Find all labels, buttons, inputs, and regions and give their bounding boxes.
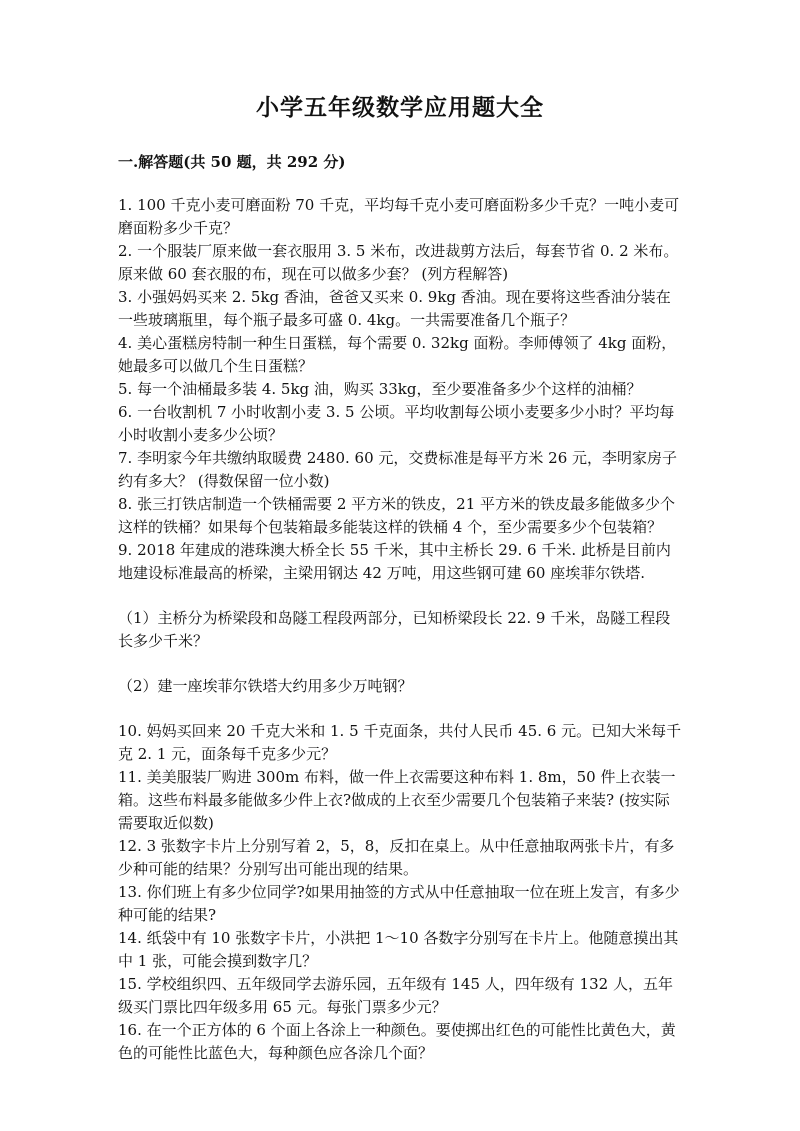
question-9: 9. 2018 年建成的港珠澳大桥全长 55 千米，其中主桥长 29. 6 千米. 此桥是目前内地建设标准最高的桥梁，主梁用钢达 42 万吨，用这些钢可建 60 座埃菲尔铁塔. — [118, 541, 671, 582]
spacer — [118, 585, 682, 607]
page-title: 小学五年级数学应用题大全 — [256, 94, 544, 121]
question-13: 13. 你们班上有多少位同学?如果用抽签的方式从中任意抽取一位在班上发言，有多少种可能的结果? — [118, 883, 680, 924]
question-14: 14. 纸袋中有 10 张数字卡片，小洪把 1～10 各数字分别写在卡片上。他随意摸出其中 1 张，可能会摸到数字几？ — [118, 929, 679, 970]
question-list — [118, 194, 682, 1065]
question-5: 5. 每一个油桶最多装 4. 5kg 油，购买 33kg，至少要准备多少个这样的油桶？ — [118, 380, 642, 398]
subquestion-1: （1）主桥分为桥梁段和岛隧工程段两部分，已知桥梁段长 22. 9 千米，岛隧工程段长多少千米？ — [118, 609, 671, 650]
section-heading: 一.解答题(共 50 题，共 292 分) — [118, 153, 346, 171]
question-2: 2. 一个服装厂原来做一套衣服用 3. 5 米布，改进裁剪方法后，每套节省 0. 2 米布。原来做 60 套衣服的布，现在可以做多少套？ (列方程解答) — [118, 242, 679, 283]
question-8: 8. 张三打铁店制造一个铁桶需要 2 平方米的铁皮，21 平方米的铁皮最多能做多少个这样的铁桶？如果每个包装箱最多能装这样的铁桶 4 个，至少需要多少个包装箱？ — [118, 495, 676, 536]
question-10: 10. 妈妈买回来 20 千克大米和 1. 5 千克面条，共付人民币 45. 6 元。已知大米每千克 2. 1 元，面条每千克多少元？ — [118, 722, 682, 763]
question-4: 4. 美心蛋糕房特制一种生日蛋糕，每个需要 0. 32kg 面粉。李师傅领了 4kg 面粉，她最多可以做几个生日蛋糕？ — [118, 334, 677, 375]
question-11: 11. 美美服装厂购进 300m 布料，做一件上衣需要这种布料 1. 8m，50 件上衣装一箱。这些布料最多能做多少件上衣?做成的上衣至少需要几个包装箱子来装? (按实际需要取近似数) — [118, 768, 676, 832]
question-12: 12. 3 张数字卡片上分别写着 2，5，8，反扣在桌上。从中任意抽取两张卡片，有多少种可能的结果？分别写出可能出现的结果。 — [118, 837, 675, 878]
question-7: 7. 李明家今年共缴纳取暖费 2480. 60 元，交费标准是每平方米 26 元，李明家房子约有多大？ (得数保留一位小数) — [118, 449, 678, 490]
subquestion-2: （2）建一座埃菲尔铁塔大约用多少万吨钢？ — [118, 677, 413, 695]
question-3: 3. 小强妈妈买来 2. 5kg 香油，爸爸又买来 0. 9kg 香油。现在要将这些香油分装在一些玻璃瓶里，每个瓶子最多可盛 0. 4kg。一共需要准备几个瓶子？ — [118, 288, 671, 329]
question-6: 6. 一台收割机 7 小时收割小麦 3. 5 公顷。平均收割每公顷小麦要多少小时？平均每小时收割小麦多少公顷？ — [118, 403, 675, 444]
spacer — [118, 698, 682, 720]
question-16: 16. 在一个正方体的 6 个面上各涂上一种颜色。要使掷出红色的可能性比黄色大，黄色的可能性比蓝色大，每种颜色应各涂几个面？ — [118, 1021, 676, 1062]
question-15: 15. 学校组织四、五年级同学去游乐园，五年级有 145 人，四年级有 132 人，五年级买门票比四年级多用 65 元。每张门票多少元？ — [118, 975, 673, 1016]
question-1: 1. 100 千克小麦可磨面粉 70 千克，平均每千克小麦可磨面粉多少千克？一吨小麦可磨面粉多少千克？ — [118, 196, 680, 237]
spacer — [118, 653, 682, 675]
